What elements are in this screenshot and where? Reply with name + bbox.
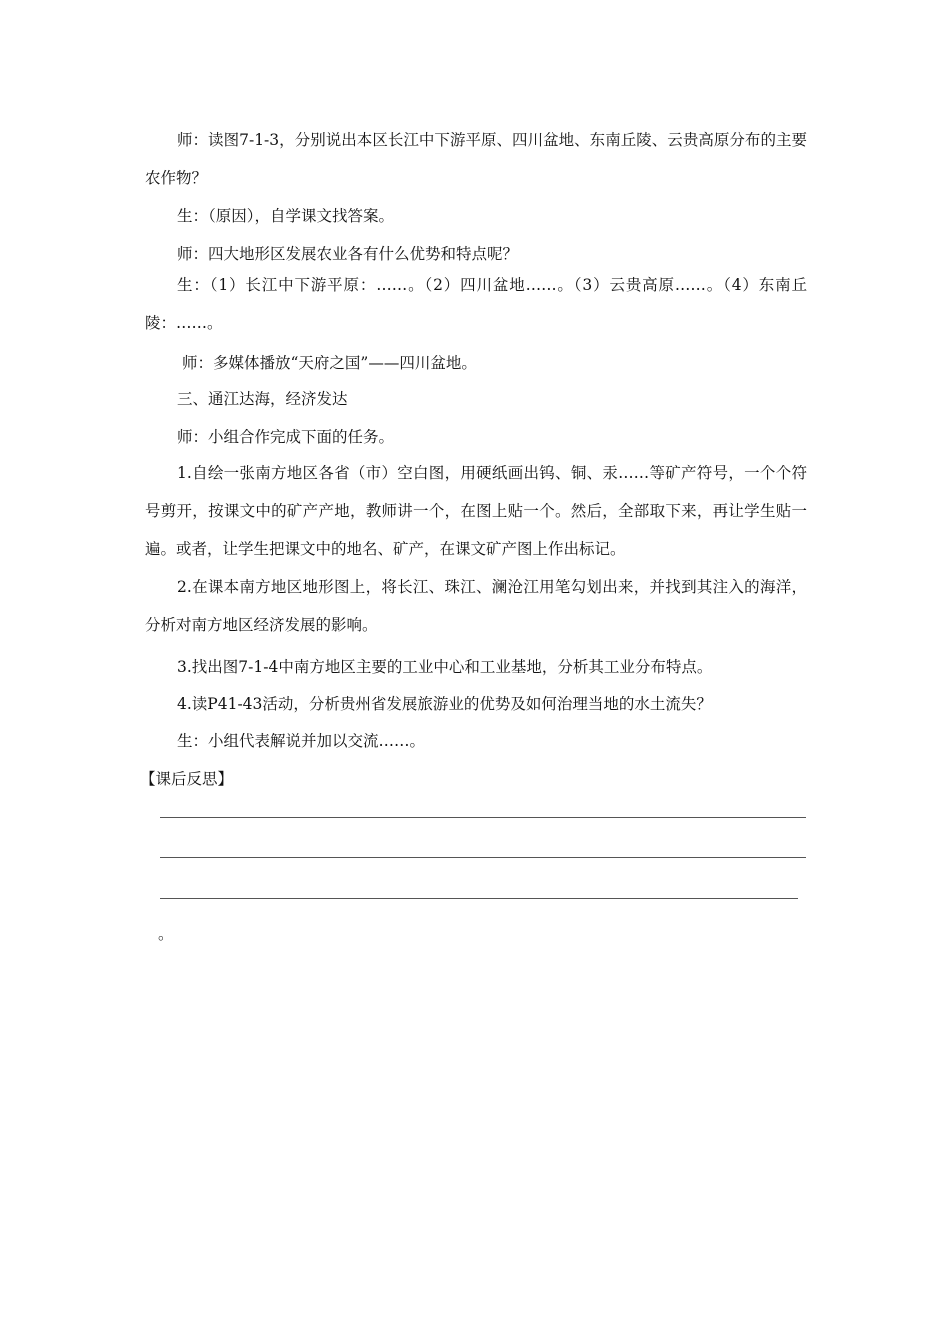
task-2: 2.在课本南方地区地形图上，将长江、珠江、澜沧江用笔勾划出来，并找到其注入的海洋，分析对南方地区经济发展的影响。 — [145, 578, 807, 634]
paragraph-5: 师：多媒体播放“天府之国”——四川盆地。 — [182, 354, 477, 372]
paragraph-7: 师：小组合作完成下面的任务。 — [177, 428, 395, 446]
reflection-heading: 【课后反思】 — [140, 770, 234, 788]
reflection-tail-mark: 。 — [158, 925, 174, 943]
section-heading: 三、通江达海，经济发达 — [177, 390, 348, 408]
paragraph-4: 生：（1）长江中下游平原：……。（2）四川盆地……。（3）云贵高原……。（4）东南丘陵：……。 — [145, 276, 807, 332]
task-3: 3.找出图7-1-4中南方地区主要的工业中心和工业基地，分析其工业分布特点。 — [177, 658, 713, 676]
paragraph-12: 生：小组代表解说并加以交流……。 — [177, 732, 426, 750]
paragraph-2: 生：（原因），自学课文找答案。 — [177, 207, 395, 225]
paragraph-1: 师：读图7-1-3，分别说出本区长江中下游平原、四川盆地、东南丘陵、云贵高原分布的主要农作物？ — [145, 131, 807, 187]
reflection-line-3 — [160, 898, 798, 899]
reflection-line-2 — [160, 857, 806, 858]
task-1: 1.自绘一张南方地区各省（市）空白图，用硬纸画出钨、铜、汞……等矿产符号，一个个符号剪开，按课文中的矿产产地，教师讲一个，在图上贴一个。然后，全部取下来，再让学生贴一遍。或者，让学生把课文中的地名、矿产，在课文矿产图上作出标记。 — [145, 464, 807, 558]
paragraph-3: 师：四大地形区发展农业各有什么优势和特点呢？ — [177, 245, 519, 263]
reflection-line-1 — [160, 817, 806, 818]
task-4: 4.读P41-43活动，分析贵州省发展旅游业的优势及如何治理当地的水土流失？ — [177, 695, 712, 713]
